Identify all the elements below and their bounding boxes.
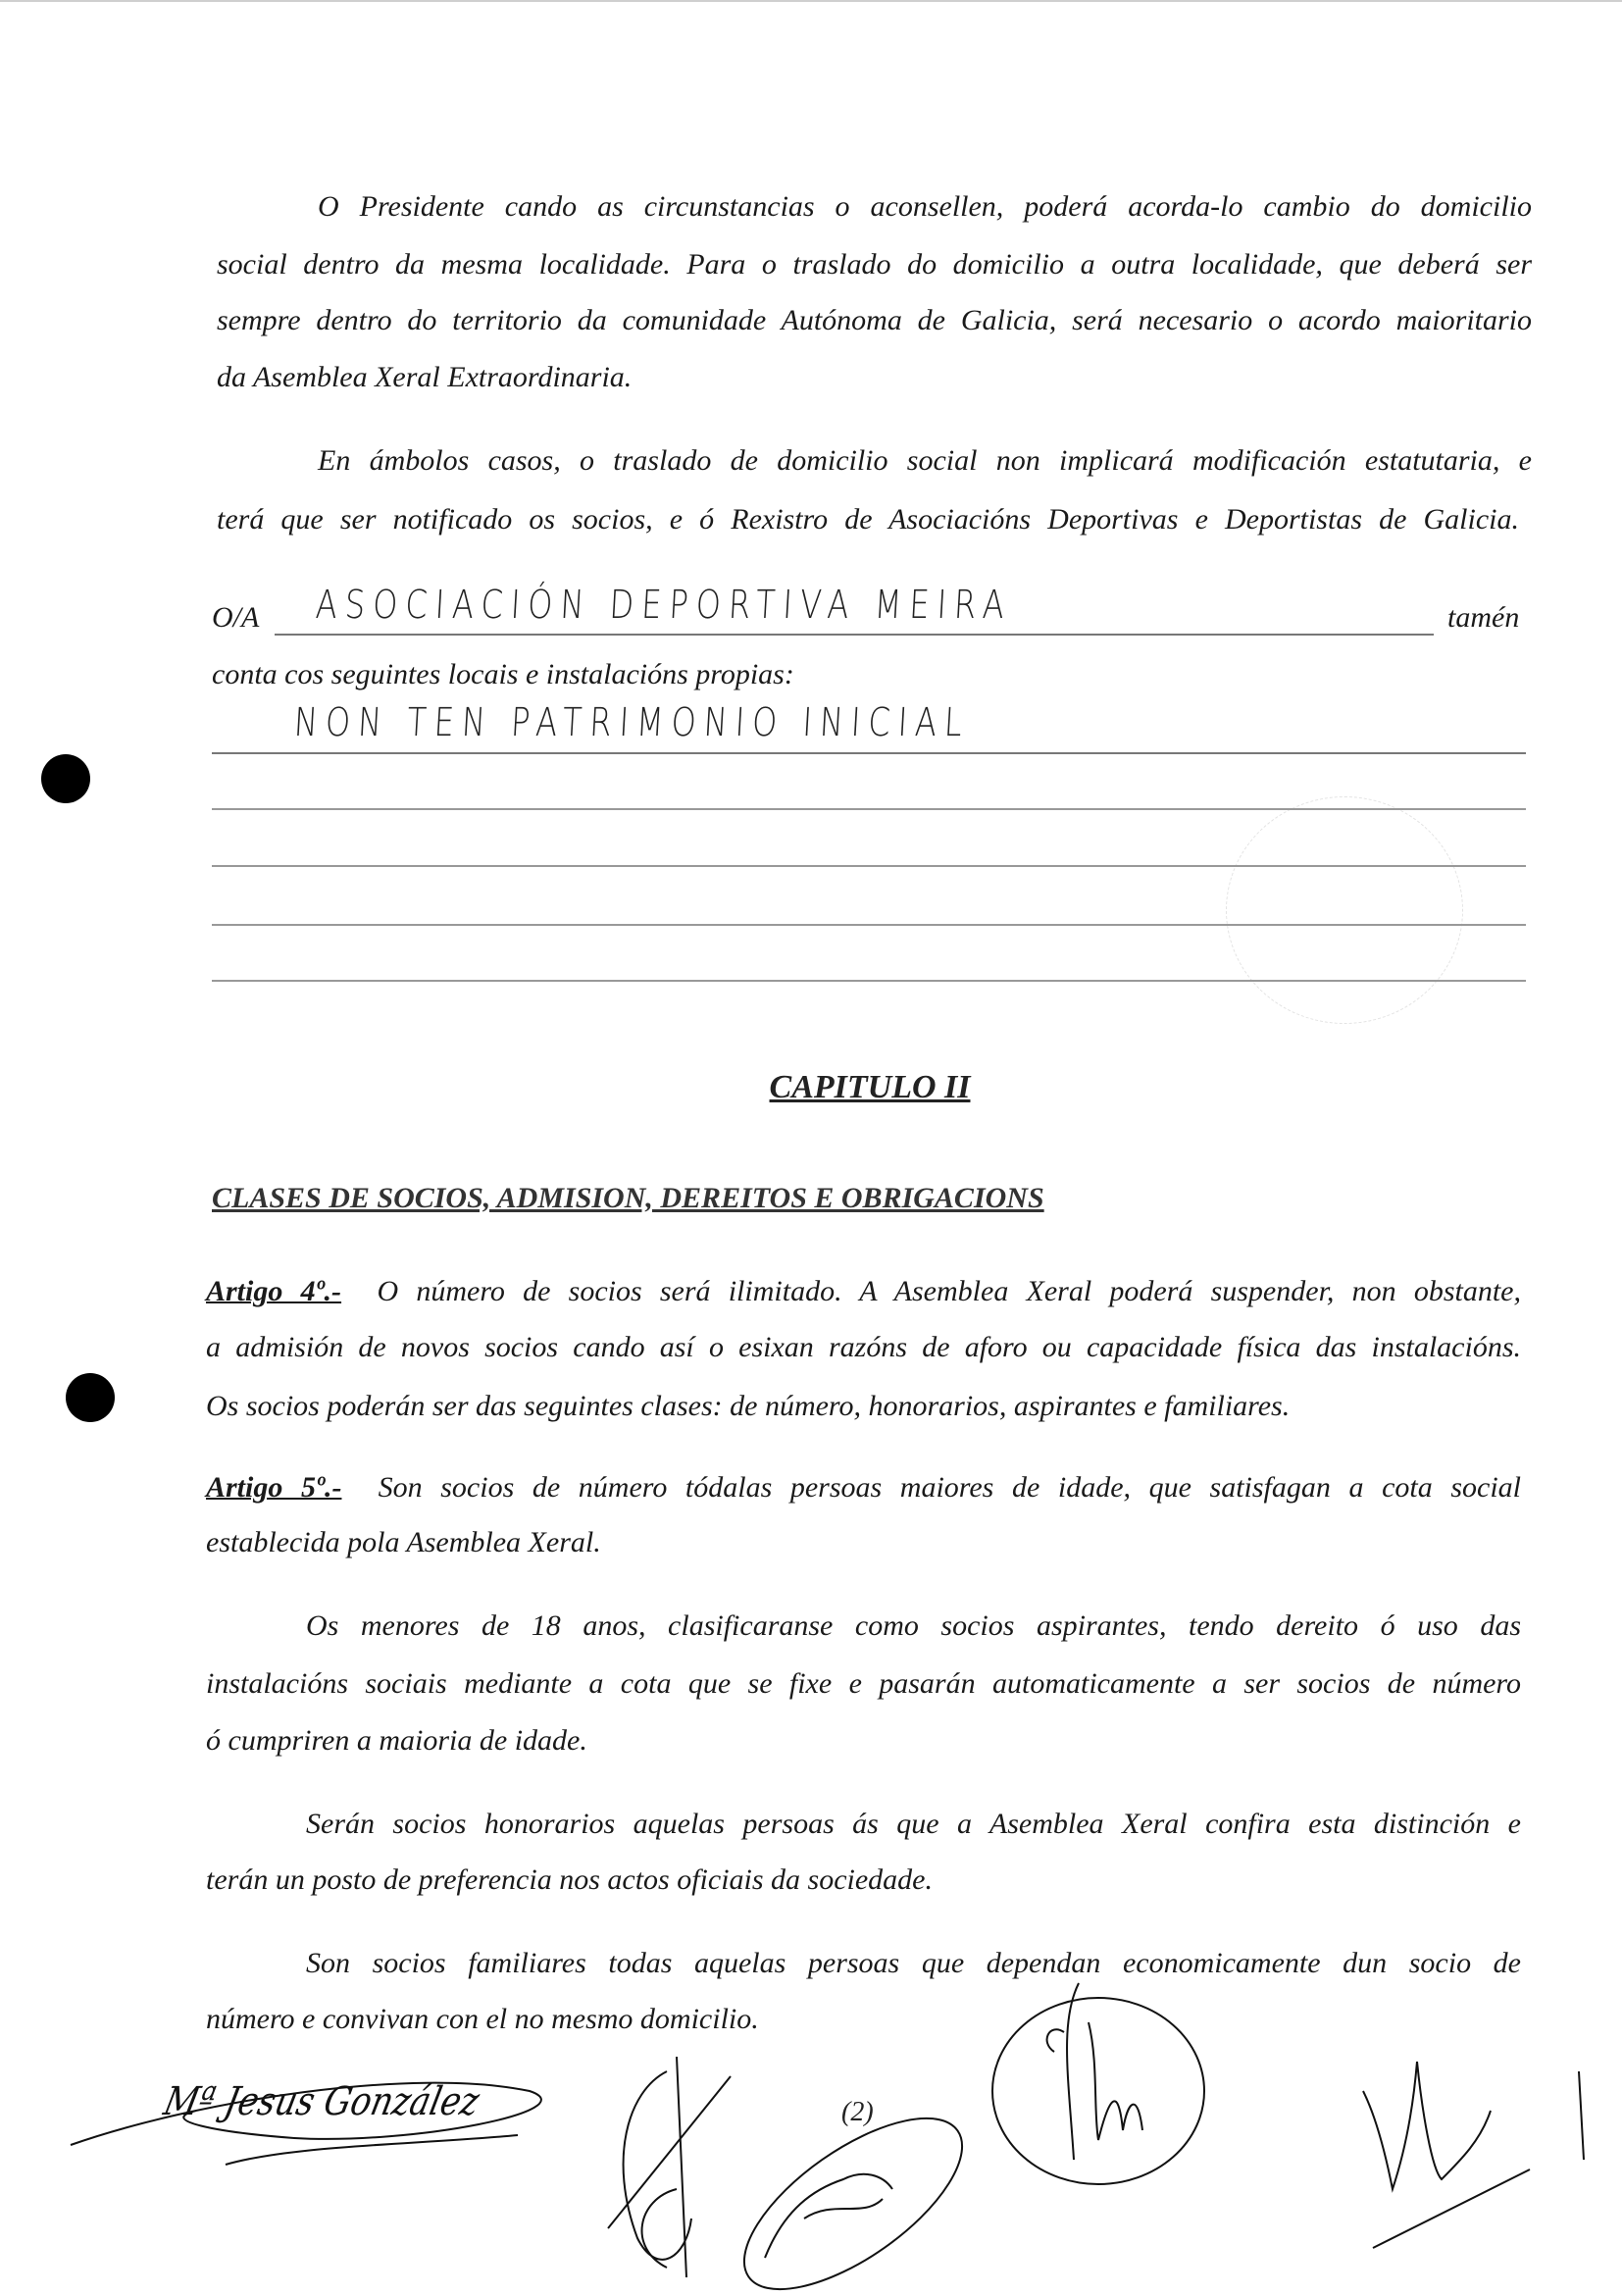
signature-5: [1363, 2062, 1584, 2248]
paragraph-line: Serán socios honorarios aquelas persoas ás que a Asemblea Xeral confira esta distinción e: [306, 1808, 1521, 1840]
paragraph-line: número e convivan con el no mesmo domicilio.: [206, 2003, 759, 2035]
article-5-label: Artigo 5º.-: [206, 1471, 342, 1504]
article-5-line: establecida pola Asemblea Xeral.: [206, 1526, 601, 1558]
article-4-line: Os socios poderán ser das seguintes clases: de número, honorarios, aspirantes e familiares.: [206, 1390, 1291, 1422]
paragraph-line: terá que ser notificado os socios, e ó Rexistro de Asociacións Deportivas e Deportistas de Galicia.: [217, 503, 1519, 536]
paragraph-line: terán un posto de preferencia nos actos oficiais da sociedade.: [206, 1863, 933, 1896]
paragraph-line: instalacións sociais mediante a cota que se fixe e pasarán automaticamente a ser socios de número: [206, 1667, 1521, 1700]
chapter-title: CAPITULO II: [769, 1069, 971, 1105]
article-4-text: O número de socios será ilimitado. A Asemblea Xeral poderá suspender, non obstante,: [377, 1275, 1521, 1307]
section-title: CLASES DE SOCIOS, ADMISION, DEREITOS E OBRIGACIONS: [212, 1182, 1044, 1214]
facilities-label: conta cos seguintes locais e instalacións propias:: [212, 658, 794, 690]
article-4-line: a admisión de novos socios cando así o esixan razóns de aforo ou capacidade física das instalacións.: [206, 1331, 1521, 1363]
page-number: (2): [841, 2097, 874, 2127]
entity-suffix-label: tamén: [1447, 601, 1520, 634]
article-4-label: Artigo 4º.-: [206, 1275, 342, 1307]
facilities-handwritten: NON TEN PATRIMONIO INICIAL: [292, 700, 972, 745]
paragraph-line: O Presidente cando as circunstancias o aconsellen, poderá acorda-lo cambio do domicilio: [318, 190, 1532, 223]
paragraph-line: Os menores de 18 anos, clasificaranse como socios aspirantes, tendo dereito ó uso das: [306, 1609, 1521, 1642]
paragraph-line: da Asemblea Xeral Extraordinaria.: [217, 361, 633, 393]
paragraph-line: social dentro da mesma localidade. Para o traslado do domicilio a outra localidade, que deberá ser: [217, 248, 1532, 281]
signature-1: [71, 2083, 541, 2165]
entity-name-handwritten: ASOCIACIÓN DEPORTIVA MEIRA: [314, 583, 1014, 628]
paragraph-line: sempre dentro do territorio da comunidade Autónoma de Galicia, será necesario o acordo maioritario: [217, 304, 1532, 336]
signature-4: [992, 1983, 1204, 2184]
signature-1-name: Mª Jesus González: [160, 2079, 483, 2124]
paragraph-line: ó cumpriren a maioria de idade.: [206, 1724, 587, 1757]
signature-3: [718, 2086, 988, 2296]
entity-prefix-label: O/A: [212, 601, 260, 634]
paragraph-line: En ámbolos casos, o traslado de domicilio social non implicará modificación estatutaria, e: [318, 444, 1532, 477]
signatures: [0, 2, 1622, 2296]
paragraph-line: Son socios familiares todas aquelas persoas que dependan economicamente dun socio de: [306, 1947, 1521, 1979]
article-5-text: Son socios de número tódalas persoas maiores de idade, que satisfagan a cota social: [378, 1471, 1522, 1504]
signature-2: [608, 2057, 731, 2277]
